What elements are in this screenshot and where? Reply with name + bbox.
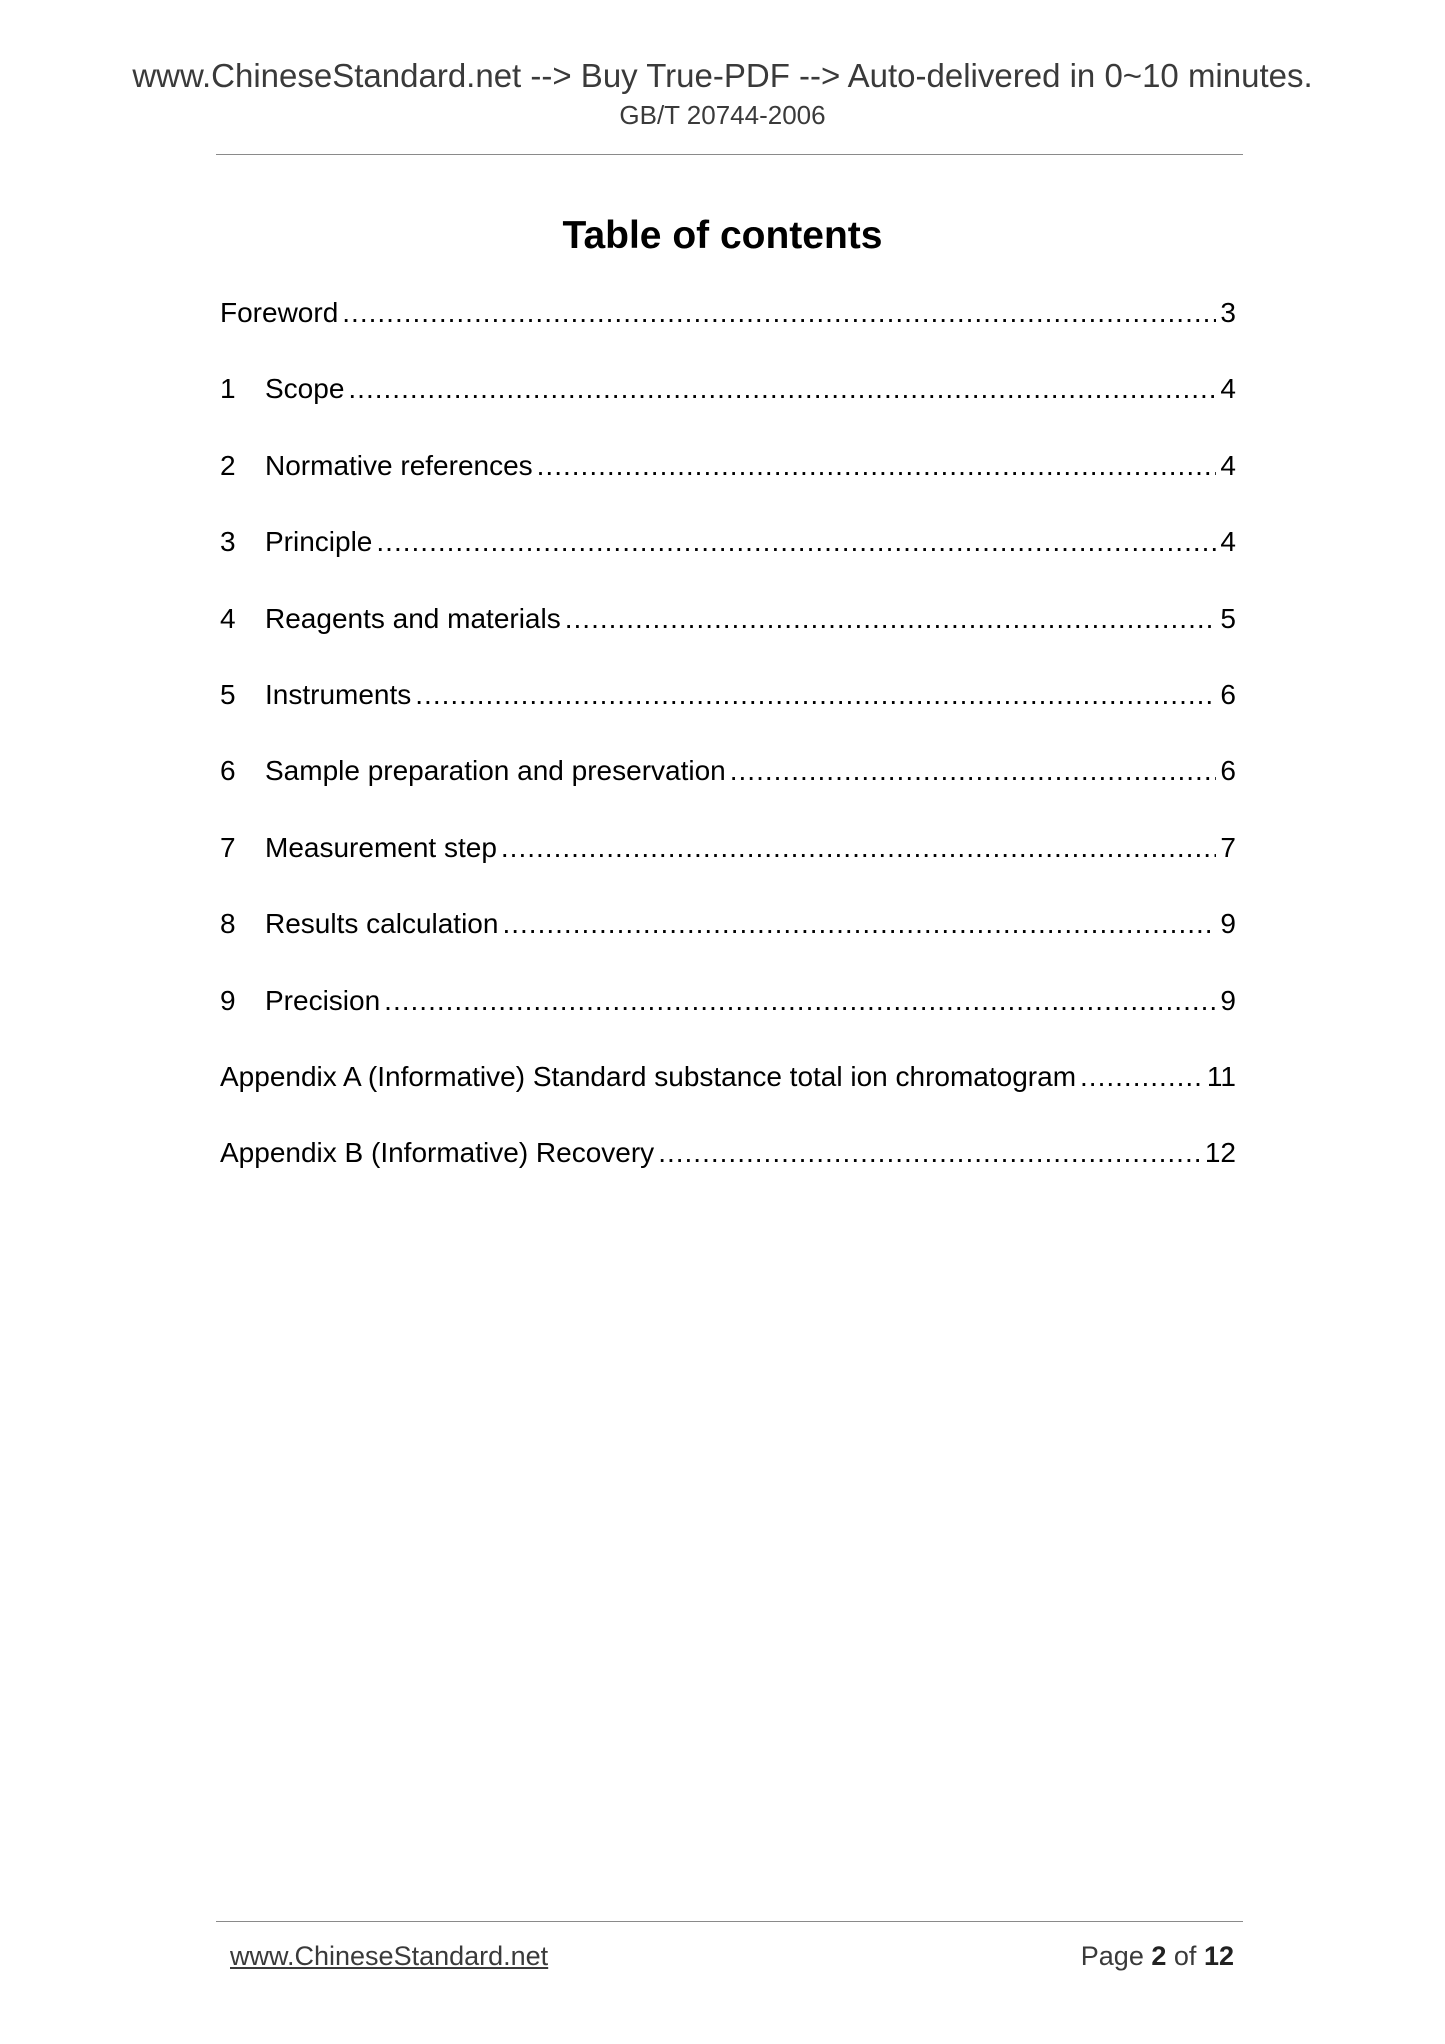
toc-entry-label: Appendix B (Informative) Recovery <box>220 1137 655 1169</box>
toc-dot-leader <box>384 981 1216 1021</box>
toc-dot-leader <box>1080 1057 1203 1097</box>
toc-entry-page: 6 <box>1220 678 1236 710</box>
toc-entry-page: 3 <box>1220 297 1236 328</box>
toc-entry-label: Sample preparation and preservation <box>265 755 726 787</box>
toc-entry-number: 4 <box>220 602 236 634</box>
toc-entry-number: 3 <box>220 526 236 558</box>
toc-entry-foreword[interactable] <box>220 293 1236 369</box>
toc-entry-instruments[interactable] <box>220 675 1236 751</box>
footer-divider <box>216 1921 1243 1922</box>
toc-entry-label: Scope <box>265 373 345 405</box>
footer-total-pages: 12 <box>1203 1941 1234 1971</box>
toc-entry-number: 5 <box>220 678 236 710</box>
toc-entry-page: 9 <box>1220 984 1236 1016</box>
toc-entry-precision[interactable] <box>220 981 1236 1057</box>
toc-entry-reagents-and-materials[interactable] <box>220 599 1236 675</box>
header-divider <box>216 154 1243 155</box>
toc-entry-scope[interactable] <box>220 369 1236 445</box>
toc-entry-page: 4 <box>1220 526 1236 558</box>
toc-dot-leader <box>537 446 1217 486</box>
toc-dot-leader <box>415 675 1216 715</box>
toc-list <box>220 293 1236 1210</box>
toc-entry-number: 8 <box>220 908 236 940</box>
header-site-line: www.ChineseStandard.net --> Buy True-PDF --> Auto-delivered in 0~10 minutes. <box>132 57 1313 94</box>
toc-dot-leader <box>376 522 1216 562</box>
toc-entry-results-calculation[interactable] <box>220 904 1236 980</box>
toc-entry-label: Reagents and materials <box>265 602 561 634</box>
toc-entry-label: Foreword <box>220 297 339 328</box>
footer-page-of: of <box>1173 1941 1197 1971</box>
toc-entry-page: 4 <box>1220 449 1236 481</box>
page-header <box>0 56 1445 132</box>
toc-entry-number: 9 <box>220 984 236 1016</box>
toc-dot-leader <box>658 1133 1201 1173</box>
toc-entry-sample-preparation[interactable] <box>220 751 1236 827</box>
toc-entry-number: 6 <box>220 755 236 787</box>
toc-dot-leader <box>342 293 1216 333</box>
toc-entry-principle[interactable] <box>220 522 1236 598</box>
toc-entry-appendix-b[interactable] <box>220 1133 1236 1209</box>
toc-entry-label: Results calculation <box>265 908 499 940</box>
toc-entry-label: Appendix A (Informative) Standard substance total ion chromatogram <box>220 1060 1077 1092</box>
toc-entry-number: 1 <box>220 373 236 405</box>
toc-entry-label: Principle <box>265 526 373 558</box>
toc-dot-leader <box>730 751 1217 791</box>
toc-dot-leader <box>502 904 1216 944</box>
toc-title: Table of contents <box>562 214 883 257</box>
toc-entry-measurement-step[interactable] <box>220 828 1236 904</box>
toc-entry-appendix-a[interactable] <box>220 1057 1236 1133</box>
footer-page-prefix: Page <box>1080 1941 1144 1971</box>
toc-dot-leader <box>501 828 1217 868</box>
toc-entry-page: 6 <box>1220 755 1236 787</box>
toc-entry-label: Measurement step <box>265 831 497 863</box>
toc-entry-normative-references[interactable] <box>220 446 1236 522</box>
footer-page-indicator <box>1081 1939 1234 1973</box>
toc-entry-number: 7 <box>220 831 236 863</box>
toc-entry-label: Precision <box>265 984 381 1016</box>
toc-entry-page: 12 <box>1204 1137 1236 1169</box>
footer-current-page: 2 <box>1151 1941 1167 1971</box>
toc-entry-label: Instruments <box>265 678 412 710</box>
toc-entry-page: 7 <box>1220 831 1236 863</box>
toc-entry-page: 9 <box>1220 908 1236 940</box>
toc-entry-number: 2 <box>220 449 236 481</box>
toc-entry-label: Normative references <box>265 449 533 481</box>
toc-entry-page: 4 <box>1220 373 1236 405</box>
header-standard-code: GB/T 20744-2006 <box>619 100 826 130</box>
footer-site-link[interactable]: www.ChineseStandard.net <box>230 1941 549 1971</box>
toc-entry-page: 11 <box>1206 1060 1236 1092</box>
toc-dot-leader <box>348 369 1216 409</box>
toc-entry-page: 5 <box>1220 602 1236 634</box>
toc-dot-leader <box>565 599 1217 639</box>
